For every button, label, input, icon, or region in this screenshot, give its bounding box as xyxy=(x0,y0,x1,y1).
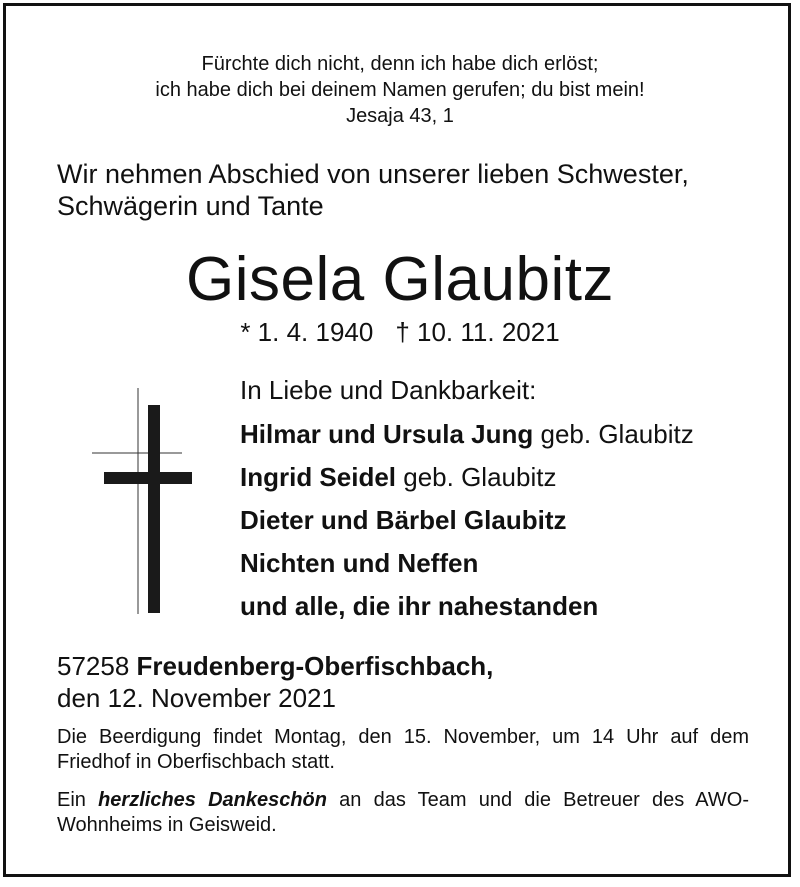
mourner-entry xyxy=(240,590,598,622)
mourner-name: Dieter und Bärbel Glaubitz xyxy=(240,505,567,535)
verse-line-2: ich habe dich bei deinem Namen gerufen; du bist mein! xyxy=(155,79,645,101)
mourner-name: Nichten und Neffen xyxy=(240,548,479,578)
mourner-name: Hilmar und Ursula Jung xyxy=(240,419,534,449)
funeral-notice: Die Beerdigung findet Montag, den 15. November, um 14 Uhr auf dem Friedhof in Oberfischbach statt. xyxy=(57,726,749,773)
cross-icon xyxy=(88,388,198,618)
thanks-notice xyxy=(57,788,749,838)
intro-line-1: Wir nehmen Abschied von unserer lieben Schwester, xyxy=(57,159,689,189)
postcode: 57258 xyxy=(57,651,130,681)
mourner-name: und alle, die ihr nahestanden xyxy=(240,591,599,621)
mourners-heading: In Liebe und Dankbarkeit: xyxy=(240,375,537,405)
life-dates xyxy=(0,316,800,348)
verse-reference: Jesaja 43, 1 xyxy=(346,105,454,127)
thanks-pre: Ein xyxy=(57,789,86,811)
verse-line-1: Fürchte dich nicht, denn ich habe dich erlöst; xyxy=(201,53,599,75)
location-line xyxy=(57,650,493,682)
thanks-post: an das Team und die Betreuer des AWO-Wohnheims in Geisweid. xyxy=(57,789,749,836)
mourner-suffix: geb. Glaubitz xyxy=(396,462,557,492)
mourner-entry xyxy=(240,504,567,536)
location-date: den 12. November 2021 xyxy=(57,683,336,713)
place-name: Freudenberg-Oberfischbach, xyxy=(136,651,494,681)
deceased-name: Gisela Glaubitz xyxy=(186,245,614,314)
intro-line-2: Schwägerin und Tante xyxy=(57,191,324,221)
mourner-name: Ingrid Seidel xyxy=(240,462,397,492)
mourner-entry xyxy=(240,418,694,450)
mourner-entry xyxy=(240,547,478,579)
death-date: † 10. 11. 2021 xyxy=(395,317,560,347)
birth-date: * 1. 4. 1940 xyxy=(240,317,374,347)
thanks-emphasis: herzliches Dankeschön xyxy=(98,789,327,811)
mourner-entry xyxy=(240,461,556,493)
mourner-suffix: geb. Glaubitz xyxy=(533,419,694,449)
